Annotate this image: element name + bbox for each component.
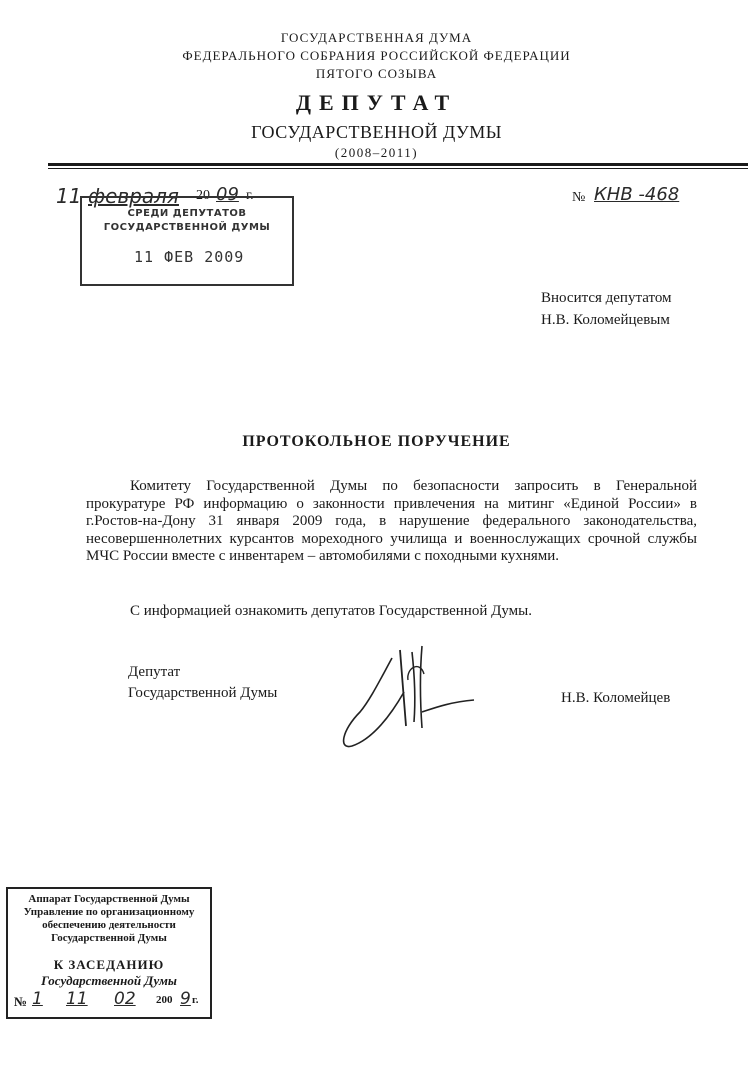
number-field: [572, 186, 722, 210]
date-day: 11: [56, 184, 82, 208]
date-month: февраля: [88, 184, 179, 208]
receipt-stamp: [80, 196, 294, 286]
date-suffix: г.: [246, 188, 254, 203]
signature-role-line-2: Государственной Думы: [128, 685, 278, 701]
session-stamp-year: 9: [180, 989, 191, 1009]
header-line-3: ПЯТОГО СОЗЫВА: [315, 66, 438, 81]
signature-role-line-1: Депутат: [128, 664, 181, 680]
number-label: №: [572, 190, 586, 205]
session-stamp-year-prefix: 200: [156, 994, 173, 1006]
convocation-years: (2008–2011): [334, 145, 419, 160]
state-duma-heading: ГОСУДАРСТВЕННОЙ ДУМЫ: [251, 122, 502, 142]
handwritten-signature: [330, 640, 480, 760]
body-paragraph-1: Комитету Государственной Думы по безопасности запросить в Генеральной прокуратуре РФ информацию о законности привлечения на митинг «Единой России» в г.Ростов-на-Дону 31 января 2009 года, в нарушение федерального законодательства, несовершеннолетних курсантов мореходного училища и военнослужащих срочной службы МЧС России вместе с инвентарем – автомобилями с походными кухнями.: [86, 478, 697, 564]
body-paragraph-2: С информацией ознакомить депутатов Государственной Думы.: [130, 603, 532, 619]
document-title: ПРОТОКОЛЬНОЕ ПОРУЧЕНИЕ: [242, 433, 511, 450]
receipt-stamp-date: 11 ФЕВ 2009: [134, 248, 245, 266]
session-stamp: [6, 887, 212, 1019]
header-rule-thick: [48, 163, 748, 166]
session-stamp-suffix: г.: [192, 994, 199, 1006]
session-stamp-day: 11: [66, 989, 88, 1009]
session-stamp-line-2: Управление по организационному: [23, 906, 195, 918]
session-stamp-line-3: обеспечению деятельности: [42, 919, 176, 931]
header-line-2: ФЕДЕРАЛЬНОГО СОБРАНИЯ РОССИЙСКОЙ ФЕДЕРАЦИИ: [182, 48, 571, 63]
session-stamp-line-5: К ЗАСЕДАНИЮ: [53, 957, 165, 972]
session-stamp-line-4: Государственной Думы: [51, 932, 167, 944]
session-stamp-line-1: Аппарат Государственной Думы: [28, 893, 190, 905]
session-stamp-line-6: Государственной Думы: [41, 973, 177, 988]
receipt-stamp-line-1: СРЕДИ ДЕПУТАТОВ: [127, 208, 247, 219]
header-rule-thin: [48, 168, 748, 169]
introduced-line-1: Вносится депутатом: [541, 290, 672, 306]
number-value: КНВ -468: [594, 184, 680, 205]
session-stamp-no-value: 1: [32, 989, 43, 1009]
session-stamp-month: 02: [114, 989, 136, 1009]
deputat-heading: ДЕПУТАТ: [295, 90, 458, 115]
header-line-1: ГОСУДАРСТВЕННАЯ ДУМА: [280, 30, 473, 45]
date-year: 09: [216, 184, 239, 205]
introduced-line-2: Н.В. Коломейцевым: [541, 312, 670, 328]
signature-name: Н.В. Коломейцев: [561, 690, 671, 706]
receipt-stamp-line-2: ГОСУДАРСТВЕННОЙ ДУМЫ: [103, 222, 271, 233]
date-year-prefix: 20: [196, 188, 210, 203]
session-stamp-no-label: №: [14, 994, 28, 1009]
